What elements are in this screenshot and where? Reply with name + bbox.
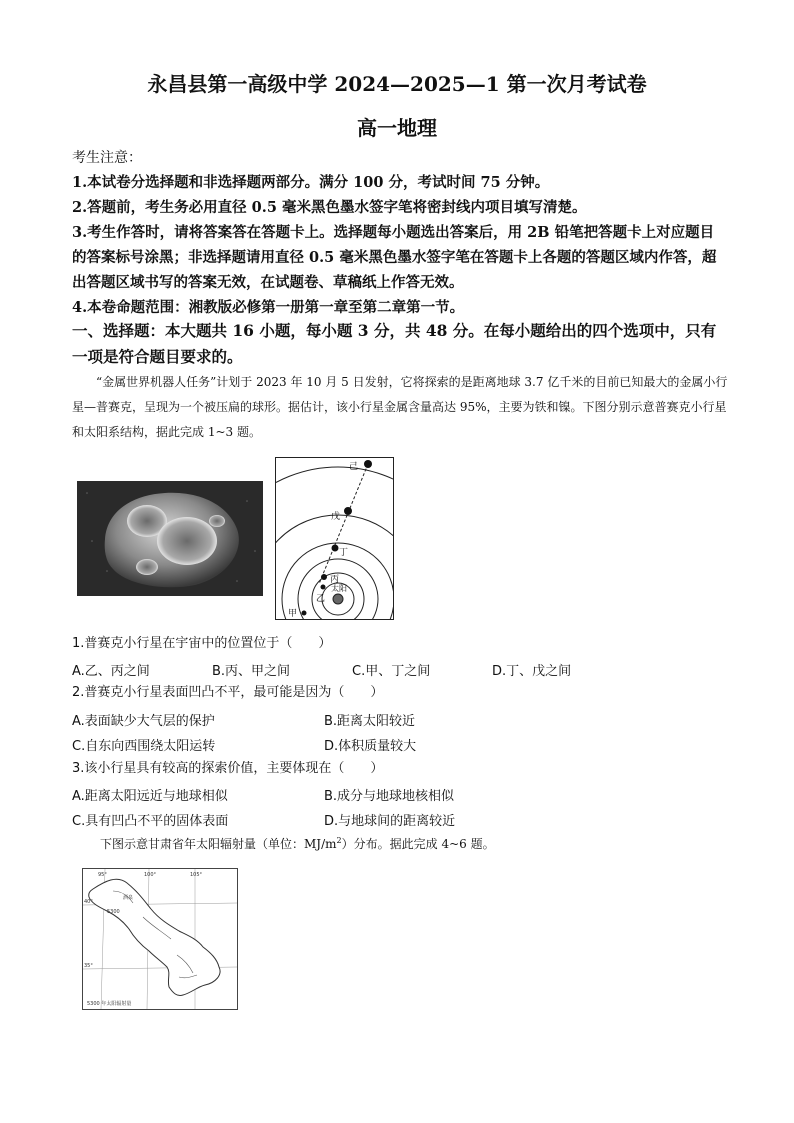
planet-jia xyxy=(302,611,307,616)
q1-option-d[interactable]: D.丁、戊之间 xyxy=(492,664,572,679)
q2-option-b[interactable]: B.距离太阳较近 xyxy=(324,714,416,729)
planet-ji xyxy=(364,460,372,468)
notice-heading: 考生注意： xyxy=(72,150,142,166)
q1-option-c[interactable]: C.甲、丁之间 xyxy=(352,664,431,679)
notice-item-2: 2.答题前，考生务必用直径 0.5 毫米黑色墨水签字笔将密封线内项目填写清楚。 xyxy=(72,199,587,216)
notice-item-3: 3.考生作答时，请将答案答在答题卡上。选择题每小题选出答案后，用 2B 铅笔把答题卡上对应题目的答案标号涂黑；非选择题请用直径 0.5 毫米黑色墨水签字笔在答题卡上各题的答题区域内作答，超出答题区域书写的答案无效，在试题卷、草稿纸上作答无效。 xyxy=(72,224,717,291)
exam-subtitle: 高一地理 xyxy=(357,116,437,140)
planet-ding xyxy=(332,545,339,552)
label-wu: 戊 xyxy=(331,512,341,522)
passage-2: 下图示意甘肃省年太阳辐射量（单位：$MJ/m^2$）分布。据此完成 4~6 题。 xyxy=(100,836,495,851)
question-2-stem: 2.普赛克小行星表面凹凸不平，最可能是因为（ ） xyxy=(72,685,384,700)
question-1-stem: 1.普赛克小行星在宇宙中的位置位于（ ） xyxy=(72,636,332,651)
q3-option-d[interactable]: D.与地球间的距离较近 xyxy=(324,814,456,829)
notice-item-4: 4.本卷命题范围：湘教版必修第一册第一章至第二章第一节。 xyxy=(72,299,465,316)
place-jiuquan: 酒泉 xyxy=(123,895,134,901)
gansu-radiation-map xyxy=(82,868,238,1010)
map-legend: 5300 年太阳辐射量 xyxy=(87,1001,132,1007)
asteroid-image xyxy=(77,481,263,596)
q3-option-c[interactable]: C.具有凹凸不平的固体表面 xyxy=(72,814,229,829)
lon-label-95: 95° xyxy=(98,872,107,878)
section-heading: 一、选择题：本大题共 16 小题，每小题 3 分，共 48 分。在每小题给出的四个选项中，只有一项是符合题目要求的。 xyxy=(72,321,717,366)
exam-title: 永昌县第一高级中学 2024—2025—1 第一次月考试卷 xyxy=(147,72,647,96)
lat-label-40: 40° xyxy=(84,899,93,905)
planet-bing xyxy=(321,574,327,580)
notice-item-1: 1.本试卷分选择题和非选择题两部分。满分 100 分，考试时间 75 分钟。 xyxy=(72,174,550,191)
planet-yi xyxy=(321,585,326,590)
label-bing: 丙 xyxy=(330,575,340,585)
lon-label-105: 105° xyxy=(190,872,203,878)
question-3-stem: 3.该小行星具有较高的探索价值，主要体现在（ ） xyxy=(72,761,384,776)
q2-option-d[interactable]: D.体积质量较大 xyxy=(324,739,417,754)
q3-option-b[interactable]: B.成分与地球地核相似 xyxy=(324,789,455,804)
planet-wu xyxy=(344,507,352,515)
q1-option-b[interactable]: B.丙、甲之间 xyxy=(212,664,291,679)
q1-option-a[interactable]: A.乙、丙之间 xyxy=(72,664,150,679)
label-ding: 丁 xyxy=(339,548,349,558)
label-sun: 太阳 xyxy=(331,584,347,593)
solar-system-diagram xyxy=(275,457,394,620)
q2-option-a[interactable]: A.表面缺少大气层的保护 xyxy=(72,714,215,729)
passage-1: “金属世界机器人任务”计划于 2023 年 10 月 5 日发射，它将探索的是距离地球 3.7 亿千米的目前已知最大的金属小行星—普赛克，呈现为一个被压扁的球形。据估计，该小行星金属含量高达 95%，主要为铁和镍。下图分别示意普赛克小行星和太阳系结构，据此完成 1~3 题。 xyxy=(72,375,728,439)
q2-option-c[interactable]: C.自东向西围绕太阳运转 xyxy=(72,739,216,754)
label-jia: 甲 xyxy=(288,609,298,619)
q3-option-a[interactable]: A.距离太阳远近与地球相似 xyxy=(72,789,228,804)
lat-label-35: 35° xyxy=(84,963,93,969)
lon-label-100: 100° xyxy=(144,872,157,878)
label-yi: 乙 xyxy=(316,594,326,604)
contour-label: 5300 xyxy=(107,909,120,915)
label-ji: 己 xyxy=(349,462,359,472)
